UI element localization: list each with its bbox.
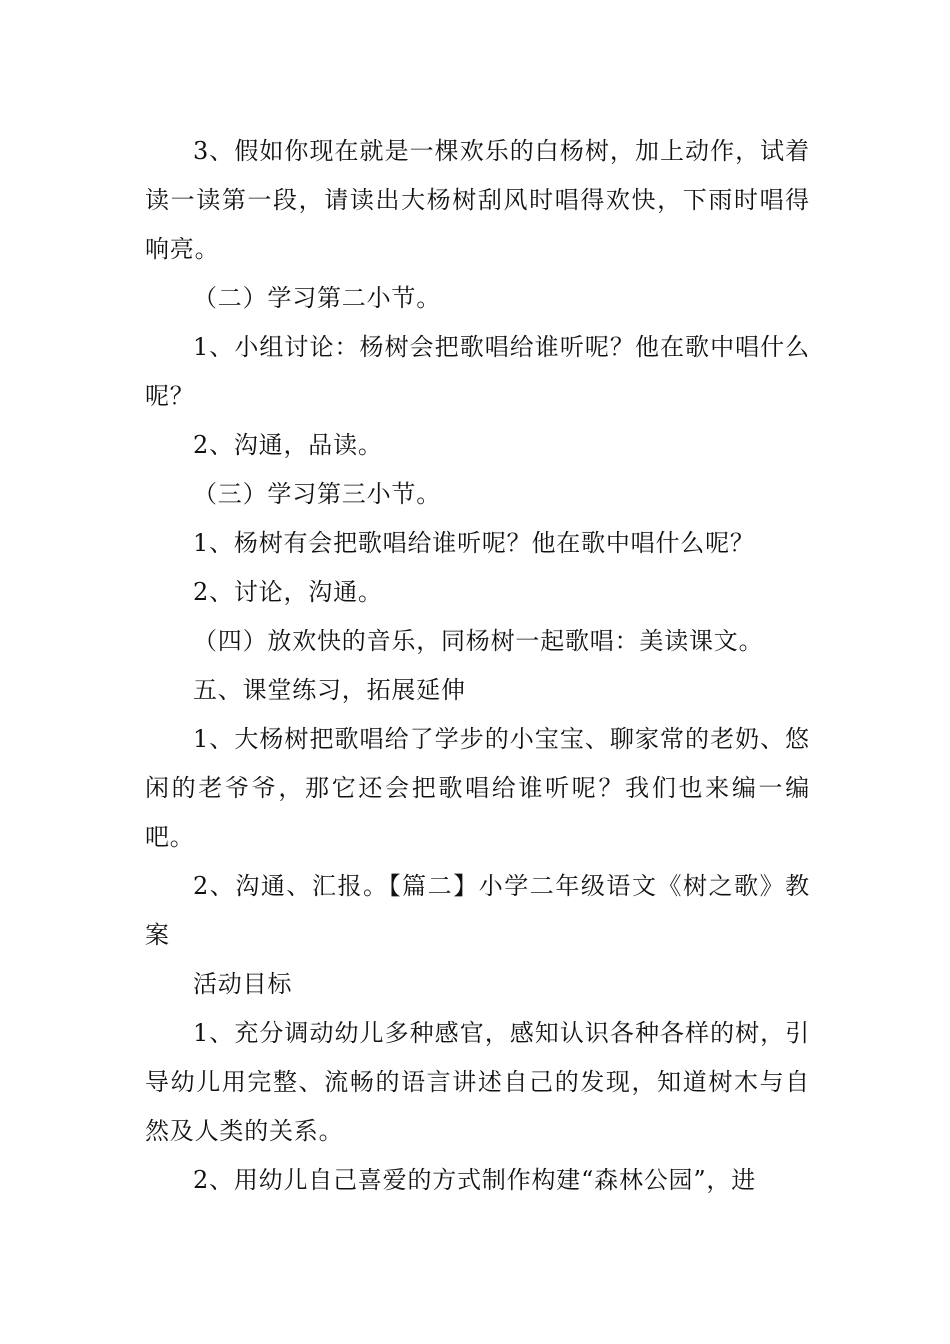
paragraph-8: （四）放欢快的音乐，同杨树一起歌唱：美读课文。	[193, 627, 764, 655]
paragraph-12: 活动目标	[193, 970, 293, 998]
paragraph-5: （三）学习第三小节。	[193, 480, 441, 508]
paragraph-4: 2、沟通，品读。	[193, 431, 383, 459]
paragraph-3: 1、小组讨论：杨树会把歌唱给谁听呢？他在歌中唱什么呢？	[145, 333, 810, 410]
paragraph-7: 2、讨论，沟通。	[193, 578, 383, 606]
paragraph-9: 五、课堂练习，拓展延伸	[193, 676, 466, 704]
paragraph-6: 1、杨树有会把歌唱给谁听呢？他在歌中唱什么呢？	[193, 529, 755, 557]
paragraph-13: 1、充分调动幼儿多种感官，感知认识各种各样的树，引导幼儿用完整、流畅的语言讲述自己的发现，知道树木与自然及人类的关系。	[145, 1019, 810, 1145]
paragraph-11: 2、沟通、汇报。【篇二】小学二年级语文《树之歌》教案	[145, 872, 810, 949]
paragraph-14: 2、用幼儿自己喜爱的方式制作构建“森林公园”，进	[193, 1166, 757, 1194]
paragraph-1: 3、假如你现在就是一棵欢乐的白杨树，加上动作，试着读一读第一段，请读出大杨树刮风时唱得欢快，下雨时唱得响亮。	[145, 137, 810, 263]
paragraph-10: 1、大杨树把歌唱给了学步的小宝宝、聊家常的老奶、悠闲的老爷爷，那它还会把歌唱给谁听呢？我们也来编一编吧。	[145, 725, 810, 851]
paragraph-2: （二）学习第二小节。	[193, 284, 441, 312]
